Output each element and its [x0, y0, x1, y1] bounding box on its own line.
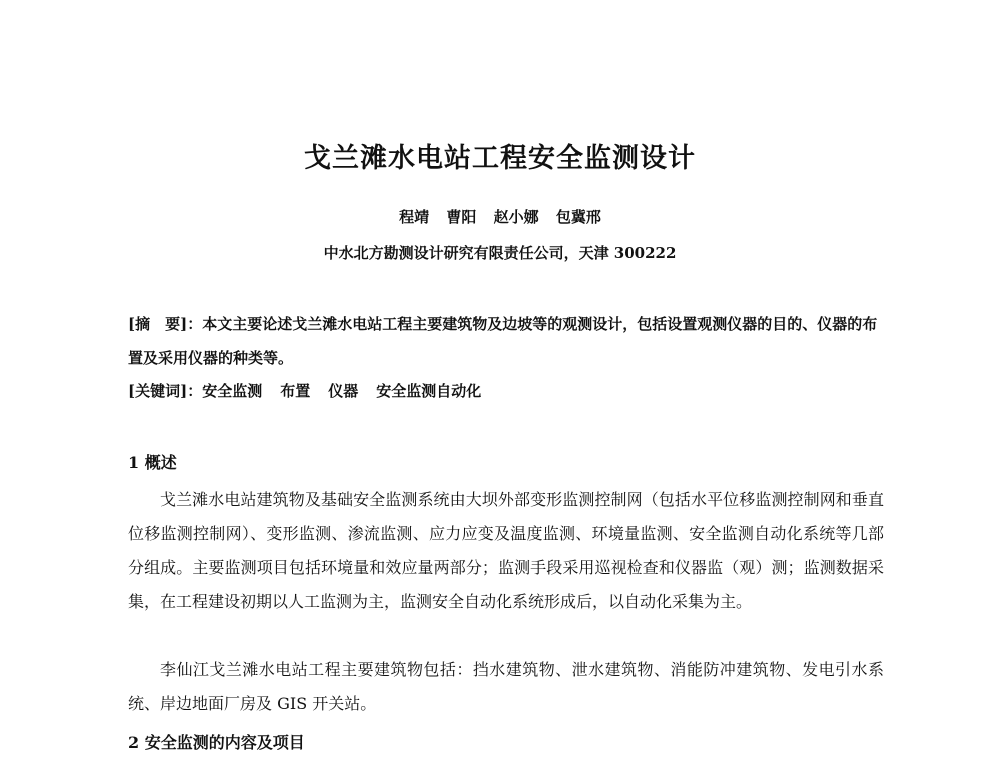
section-heading-overview: 1 概述 — [128, 453, 177, 472]
section-heading-monitoring: 2 安全监测的内容及项目 — [128, 733, 305, 752]
abstract — [128, 307, 888, 375]
author-name: 包冀邢 — [555, 208, 601, 226]
keywords — [128, 379, 888, 403]
keyword: 安全监测自动化 — [376, 382, 482, 400]
abstract-text: 本文主要论述戈兰滩水电站工程主要建筑物及边坡等的观测设计，包括设置观测仪器的目的、仪器的布置及采用仪器的种类等。 — [128, 315, 878, 367]
body-paragraph: 李仙江戈兰滩水电站工程主要建筑物包括：挡水建筑物、泄水建筑物、消能防冲建筑物、发电引水系统、岸边地面厂房及 GIS 开关站。 — [128, 660, 884, 713]
keyword: 布置 — [280, 382, 311, 400]
author-name: 程靖 — [399, 208, 430, 226]
paper-title: 戈兰滩水电站工程安全监测设计 — [304, 143, 696, 174]
author-name: 赵小娜 — [493, 208, 539, 226]
keyword: 安全监测 — [202, 382, 263, 400]
author-list — [0, 206, 1000, 227]
keyword: 仪器 — [328, 382, 359, 400]
author-name: 曹阳 — [446, 208, 477, 226]
body-paragraph: 戈兰滩水电站建筑物及基础安全监测系统由大坝外部变形监测控制网（包括水平位移监测控制网和垂直位移监测控制网）、变形监测、渗流监测、应力应变及温度监测、环境量监测、安全监测自动化系统等几部分组成。主要监测项目包括环境量和效应量两部分；监测手段采用巡视检查和仪器监（观）测；监测数据采集，在工程建设初期以人工监测为主，监测安全自动化系统形成后，以自动化采集为主。 — [128, 490, 884, 611]
affiliation: 中水北方勘测设计研究有限责任公司，天津 300222 — [323, 244, 677, 262]
keywords-label: [关键词]： — [128, 382, 203, 400]
abstract-label: [摘 要]： — [128, 315, 203, 333]
